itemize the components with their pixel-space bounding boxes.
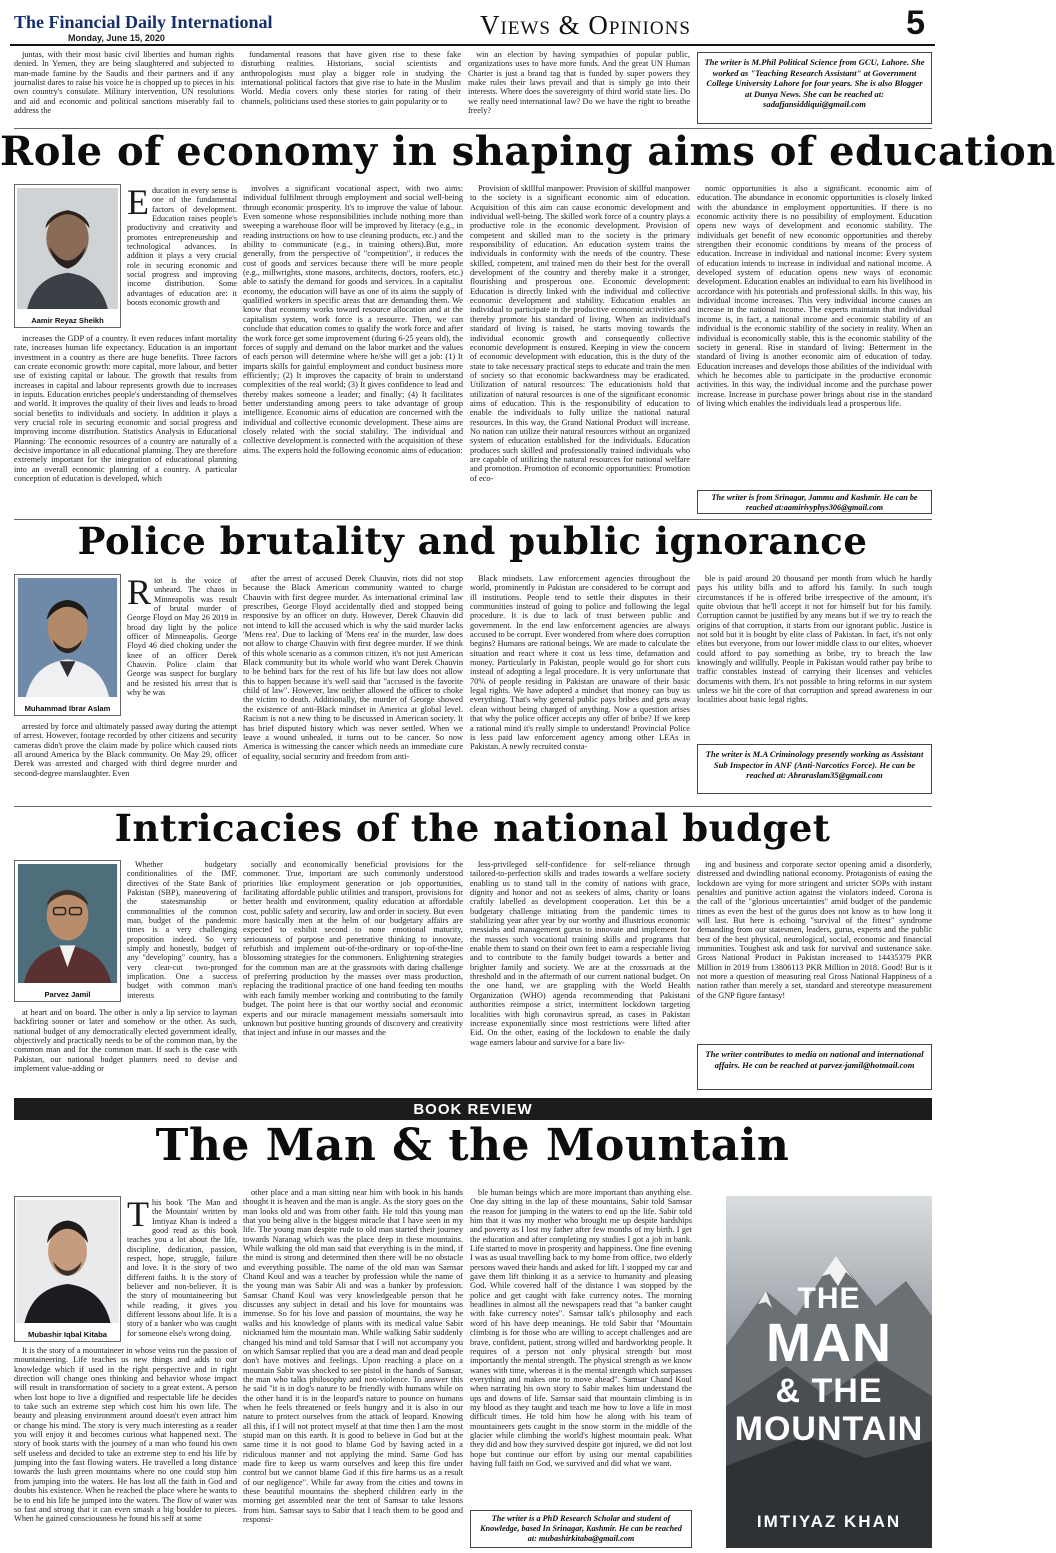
page-number: 5: [906, 4, 925, 42]
article-1-column-3: [470, 184, 690, 516]
article-2-column-4: [697, 574, 932, 740]
headline-article-1: Role of economy in shaping aims of education: [0, 128, 1056, 175]
body-text: It is the story of a mountaineer in whose veins run the passion of mountaineering. Life teaches us new things and adds to our knowledge which if used in the right perspective and in right direction will change ones thinking and behavior whose impact will result in transformation of society to a great extent. A person when lost hope to live a dignified and respectable life he decides to take such an extreme step which cost him his own life. The beauty and pleasing environment around doesn't even attract him or change his mind. The story is very much interesting as a reader you will enjoy it and becomes curious what happened next. The story of book starts with the journey of a man who found his own self useless and decided to take an extreme step to end his life by jumping into the fast flowing waters. He travelled a long distance towards the lush green mountains where no one could stop him from jumping into the waters. He has lost all the faith in God and doubts his existence. When he reached the place where he wants to be to end his life he jumped into the waters. The flow of water was so fast and strong that it can even smash a big boulder to pieces. When he gained consciousness he found his self at some: [14, 1346, 237, 1524]
body-text: juntas, with their most basic civil liberties and human rights denied. In Yemen, they are being slaughtered and subjected to man-made famine by the Saudis and their partners and if any journalist dares to raise his voice he is chopped up to pieces in his own country's consulate. Military intervention, UN resolutions and aid and economic and political sanctions miserably fail to address the: [14, 50, 234, 116]
article-2-column-1: [14, 722, 237, 802]
top-strip-column-2: [241, 50, 461, 118]
drop-cap: E: [127, 182, 149, 222]
lead-paragraph: [127, 572, 237, 722]
article-4-column-1: [14, 1346, 237, 1548]
drop-cap: T: [127, 1194, 149, 1234]
top-strip-column-3: [468, 50, 690, 118]
author-name: Parvez Jamil: [44, 990, 91, 999]
article-4-column-2: [243, 1188, 463, 1548]
article-3-column-1: [14, 1008, 237, 1092]
author-name: Muhammad Ibrar Aslam: [24, 704, 111, 713]
body-text: at heart and on board. The other is only a lip service to layman backfiring sooner or later and somehow or the other. As such, national budget of any democratically elected government ideally, objectively and practically needs to be of the common man, by the common man and for the common man. If such is the case with Pakistan, our national budget planners need to devise and implement value-adding or: [14, 1008, 237, 1074]
article-1-column-4: [697, 184, 932, 486]
article-3-column-2: [243, 860, 463, 1092]
cover-title-line-3: & THE: [775, 1372, 883, 1410]
body-text: win an election by having sympathies of popular public, organizations uses to have more funds. And the great UN Human Charter is just a brand tag that is funded by super powers they make rules their laws prevail and that is simply go into their interests. Where does the sovereignty of third world state lies. Do we really need international law? Do we have the right to breathe freely?: [468, 50, 690, 116]
body-text: Black mindsets. Law enforcement agencies throughout the world, prominently in Pakistan are considered to be corrupt and ill institutions. People tend to settle their disputes in their communities instead of going to police and following the legal procedure. It is due to lack of trust between public and government. In the end law enforcement agencies are always accused to be corrupt. Ever wondered from where does corruption begins? Humans are rational beings. We are made to calculate the situation and react where it cost us less time, defamation and money. Particularly in Pakistan, people would go for short cuts instead of adopting a legal procedure. It is very unfortunate that 70% of people residing in Pakistan are unaware of their basic legal rights. We have adopted a mindset that money can buy us everything. That's why general public pays bribes and gets away clean without being charged of anything. Now a question arises that why the police officer accepts any offer of bribe? If we keep a rational mind it's really simple to understand! Provincial Police is less paid law enforcement agency among other LEAs in Pakistan. A newly recruited consta-: [470, 574, 690, 752]
masthead-divider: [10, 44, 935, 46]
author-photo: [14, 1196, 121, 1342]
cover-title-line-1: THE: [797, 1282, 861, 1315]
lead-paragraph: [127, 182, 237, 332]
body-text: socially and economically beneficial provisions for the commoner. True, important are such commonly understood priorities like employment generation or job opportunities, facilitating affordable public utilities and transport, provisions for better health and environment, quality education at affordable cost, public safety and security, law and order in society. But even more basically men at the helm of our budgetary affairs are expected to exhibit second to none emotional maturity, seriousness of purpose and penetrative thinking to innovate, refurbish and implement out-of-the-ordinary or top-of-the-line blossoming strategies for the commoners. Enlightening strategies for the common man are at the grassroots with daring challenge of preferring production by the masses over mass production, replacing the traditional practice of one hand feeding ten mouths with each family member working and contributing to the family budget. The point here is that our worthy social and economic experts and our miracle management messiahs somersault into unknown but positive hunting grounds of discovery and creativity that inject and infuse in our masses and the: [243, 860, 463, 1038]
author-portrait: [18, 864, 117, 983]
body-text: involves a significant vocational aspect, with two aims: individual fulfilment through employment and social well-being through economic prosperity. It's to improve the value of labour. Even someone whose responsibilities include nothing more than sweeping a warehouse floor will be improved by literacy (e.g., in reading instructions on how to use cleaning products, etc.) and the ability to communicate (e.g., in training others).But, more generally, from the perspective of "competition", it reduces the cost of goods and services because there will be more people (e.g., millwrights, stone masons, architects, doctors, roofers, etc.) able to satisfy the demand for goods and services. In a capitalist economy, the education will have as one of its aims the supply of qualified workers in specific areas that are demanding them. We know that economy works toward resource allocation and at the capitalism system, work force is a resource. Then, we can conclude that education comes to qualify the work force and after the work force get some improvement (during 6-25 years old), the forces of supply and demand on the labor market and the values of each person will determine where he/she will get a job: (1) It imparts skills for gainful employment and conduct business more efficiently; (2) It improves the capacity of brain to understand complexities of the real world; (3) It gives confidence to lead and thereby makes someone a leader; and finally; (4) It facilitates better understanding among peers to take advantage of group intelligence. Economic aims of education are concerned with the individual and collective economic development. These aims are closely related with the social stability. The individual and collective development is connected with the acquisition of these aims. The experts hold the following economic aims of education:: [243, 184, 463, 455]
drop-cap: R: [127, 572, 152, 612]
author-bio-box: The writer is M.Phil Political Science from GCU, Lahore. She worked as "Teaching Research Assistant" at Government College University Lahore for four years. She is also Blogger at Dunya News. She can be reached at: sadafjansiddiqui@gmail.com: [697, 52, 932, 124]
author-portrait: [18, 578, 117, 697]
newspaper-name: The Financial Daily International: [14, 12, 273, 32]
banner-label: BOOK REVIEW: [413, 1101, 533, 1118]
body-text: increases the GDP of a country. It even reduces infant mortality rate, increases human life expectancy. Education is an important investment in a country as there are huge benefits. Three factors can create economic growth: more capital, more labour, and better use of existing capital or labour. The growth that results from increases in capital and labour represents growth due to increases in inputs. Education enriches people's understanding of themselves and world. It improves the quality of their lives and leads to broad social benefits to individuals and society. In addition it plays a very crucial role in securing economic and social progress and improving income distribution. Statistics Analysis in Educational Planning: The economic resources of a country are naturally of a decisive importance in all educational planning. They are therefore extremely important for the integration of educational planning into an overall economic planning of a country. A particular conception of education is developed, which: [14, 334, 237, 484]
article-1-column-1: [14, 334, 237, 516]
article-4-column-3: [470, 1188, 692, 1506]
top-strip-column-1: [14, 50, 234, 118]
body-text: fundamental reasons that have given rise to these fake disturbing realities. Historians, social scientists and anthropologists must play a bigger role in studying the international political factors that give rise to hate in the Muslim World. Media covers only these stories for rating of their channels, politicians used these stories to gain popularity or to: [241, 50, 461, 106]
cover-author: IMTIYAZ KHAN: [756, 1512, 902, 1531]
article-2-column-2: [243, 574, 463, 802]
book-cover: [726, 1196, 932, 1548]
author-bio-box: The writer is a PhD Research Scholar and student of Knowledge, based In Srinagar, Kashmir. He can be reached at: mubashirkitaba@gmail.com: [470, 1510, 692, 1548]
cover-title-line-2: MAN: [766, 1313, 892, 1373]
body-text: iot is the voice of unheard. The chaos in Minneapolis was result of brutal murder of George Floyd on May 26 2019 in broad day light by the police officer of Minneapolis. George Floyd 46 died choking under the knee of an officer Derek Chauvin. Police claim that George was suspect for burglary and he resisted his arrest that is why he was: [127, 576, 237, 698]
article-3-column-4: [697, 860, 932, 1040]
headline-article-4: The Man & the Mountain: [155, 1120, 790, 1171]
author-portrait: [18, 188, 117, 309]
author-name: Mubashir Iqbal Kitaba: [28, 1330, 107, 1339]
lead-paragraph: [127, 1194, 237, 1346]
article-3-column-3: [470, 860, 690, 1092]
body-text: ing and business and corporate sector opening amid a disorderly, distressed and dwindling national economy. Protagonists of easing the lockdown are vying for more stringent and stricter SOPs with instant penalties and punitive action against the violators indeed. Corona is the call of the "glorious uncertainties" amid budget of the pandemic times as even the best of the gurus does not know as to how long it will last. But here is echoing "survival of the fittest" syndrome demanding from our statesmen, leaders, gurus, experts and the public best of the best physical, neurological, social, economic and financial immunities. Toughest ask and task for survival and sustenance sake. Gross National Product in Pakistan increased to 14435379 PKR Million in 2019 from 13806113 PKR Million in 2018. Good! But is it not more a question of measuring real Gross National Happiness of a nation rather than merely a set, standard and stereotype measurement of the GNP figure fantasy!: [697, 860, 932, 1000]
author-portrait: [18, 1200, 117, 1323]
body-text: ble is paid around 20 thousand per month from which he hardly pays his utility bills and to afford his family. In such tough circumstances if he is offered bribe irrespective of the amount, it's quite obvious that he'll accept it not for himself but for his family. Corruption cannot be justified by any means but if we try to reach the origins of that corruption, it starts from our ignorant public. Justice is not sold but it is bought by elite class of Pakistan. In fact, it's not only elites but everyone, from our lower middle class to our elites, whoever could afford to pay something as bribe, try to breach the law knowingly and willfully. People in Pakistan would rather pay bribe to traffic constables instead of carrying their licenses and vehicles documents with them. It's not possible to bring reforms in our system unless we hit the core of that corruption and spread awareness in our localities about basic legal rights.: [697, 574, 932, 705]
book-review-banner: [14, 1098, 932, 1120]
body-text: his book 'The Man and the Mountain' written by Imtiyaz Khan is indeed a good read as this book teaches you a lot about the life, discipline, dedication, passion, respect, hope, struggle, failure and love. It is the story of two different faiths. It is the story of believer and non-believer. It is the story of mountaineering but while reading, it gives you different lessons about life. It is a story of a banker who was caught for someone else's wrong doing.: [127, 1198, 237, 1338]
headline-article-2: Police brutality and public ignorance: [77, 519, 868, 563]
lead-paragraph: [127, 860, 237, 1008]
author-bio-box: The writer is M.A Criminology presently working as Assistant Sub Inspector in ANF (Anti-Narcotics Force). He can be reached at: Abraraslam35@gmail.com: [697, 744, 932, 794]
body-text: Whether budgetary conditionalities of the IMF, directives of the State Bank of Pakistan (SBP), maneuvering of the statesmanship or commonalities of the common man, budget of the pandemic times is a very challenging proposition indeed. So very simply and honestly, budget of any "developing" country, has a very clear-cut two-pronged implication. One a success budget with common man's interests: [127, 860, 237, 1000]
body-text: less-privileged self-confidence for self-reliance through tailored-to-perfection skills and trades towards a welfare society enabling us to stand tall in the comity of nations with grace, dignity and honor and not as seekers of alms, charity or loans craftily labelled as development cooperation. Let this be a budgetary challenge initiating from the pandemic times to stabilizing year after year by our worthy and illustrious economic messiahs and management gurus to innovate and implement for the masses such vocational training skills and programs that enable them to stand on their own feet to earn a respectable living and to contribute to the family budget towards a better and brighter family and society. We are at the crossroads at the threshold and in the aftermath of our current national budget. On the one hand, we are grappling with the World Health Organization (WHO) agenda recommending that Pakistani authorities reimpose a strict, intermittent lockdown targeting localities with high coronavirus spread, as cases in Pakistan increase exponentially since most restrictions were lifted after Eid. On the other, easing of the lockdown to enable the daily wage earners labour and survive for a bare liv-: [470, 860, 690, 1047]
headline-article-3: Intricacies of the national budget: [114, 806, 831, 850]
author-photo: [14, 574, 121, 716]
author-photo: [14, 184, 121, 328]
article-1-column-2: [243, 184, 463, 516]
body-text: ble human beings which are more important than anything else. One day sitting in the lap of these mountains, Sabir told Samsar the reason for jumping in the waters to end up the life. Sabir told him that it was my mother who brought me up despite hardships and poverty as I lost my father after few months of my birth. I get the education and after completing my studies I got a job in bank. Life started to move in prosperity and happiness. One fine evening I was as usual travelling back to my home from office, two elderly persons waved their hands and asked for lift. I stopped my car and gave them lift thinking it as a service to humanity and pleasing God. While covered half of the distance I was stopped by the police and get caught with fake currency notes. The morning headlines in almost all the newspapers read that "a banker caught with fake currency notes". Samsar talk's philosophy and each word of his have deep meanings. He told Sabir that "Mountain climbing is for those who are willing to accept challenges and are brave, confident, patient, strong willed and hardworking people. It requires of a person not only physical strength but most importantly the mental strength. The physical strength as we know wanes with time, whereas it is the mental strength which surpasses everything and makes one to move ahead". Samsar Chand Koul when narrating his own story to Sabir makes him understand the ups and downs of life. Samsar said that mountain climbing is in my blood as they taught and teach me how to love a life in most difficult times. He told him how he along with his team of mountaineers gets caught in the snow storm in the middle of the glacier while climbing the world's highest mountain peak. What they did and how they survived despite got injured, we did not lost hope but continue our effort by using our mental capabilities having full faith on God, we survived and did what we want.: [470, 1188, 692, 1468]
author-bio-box: The writer is from Srinagar, Jammu and Kashmir. He can be reached at:aamirivyphys306@gmail.com: [697, 490, 932, 514]
body-text: arrested by force and ultimately passed away during the attempt of arrest. However, footage recorded by other citizens and security cameras didn't prove the claim made by police which caused riots all around America by the Black community. On May 29, officer Derek was arrested and charged with third degree murder and second-degree manslaughter. Even: [14, 722, 237, 778]
author-name: Aamir Reyaz Sheikh: [31, 316, 104, 325]
author-bio-box: The writer contributes to media on national and international affairs. He can be reached at parvez-jamil@hotmail.com: [697, 1044, 932, 1090]
article-2-column-3: [470, 574, 690, 802]
body-text: other place and a man sitting near him with book in his hands thought it is heaven and the man is angle. As the story goes on the man looks old and was from other faith. He told this young man that you being alive is the biggest miracle that I have seen in my life. The young man despite rude to old man started their journey towards Naranag which was the place deep in these mountains. While walking the old man said that everything is in the mind, if the mind is strong and determined then there will be no obstacle and everything possible. The name of the old man was Samsar Chand Koul and was a teacher by profession while the name of the young man was Sabir Ali and was a banker by profession. Samsar Chand Koul was very knowledgeable person that he discusses any subject in detail and his love for mountains was immense. So for his love and passion of mountains, the way he walks and his knowledge of plants with its medical value Sabir nicknamed him the mountain man. While walking Sabir suddenly changed his mind and told Samsar that I will not accompany you on which Samsar replied that you are a dead man and dead people don't have motives and feelings. Upon reaching a place on a mountain Sabir was shocked to see pistol in the hands of Samsar, the man who talks philosophy and non-violence. To answer this he said "it is in dog's nature to be friendly with humans while on the other hand it is in the leopard's nature to pounce on humans when he feels threatened or feels hungry and it is also in our nature to protect ourselves from the attack of leopard. Knowing all this, if I will not protect myself at that time then I am the most stupid man on this earth. It is good to believe in God but at the same time it is not good to blame God by having acted in a ridiculous manner and not applying the mind. Same God has made fire to keep us warm ourselves and keep this fire under control but we cannot blame God if this fire harms us as a result of our negligence". While far away from the cities and towns in these beautiful mountains the shepherd children early in the morning get assembled near the tent of Samsar to take lessons from him. Samsar says to Sabir that I teach them to be good and responsi-: [243, 1188, 463, 1525]
body-text: after the arrest of accused Derek Chauvin, riots did not stop because the Black American community wanted to charge Chauvin with first degree murder. As international criminal law prescribes, George Floyd accidentally died and stopped being responsive by an officer on duty. However, Derek Chauvin did not intend to kill the accused which is why the said murder lacks 'Mens rea'. Due to lacking of 'Mens rea' in the murder, law does not allow to charge Chauvin with first degree murder. If we think of this whole scenario as a common citizen, it's not just American Black community but its whole world who want Derek Chauvin to be behind bars for the rest of his life but law does not allow this to happen because it's well said that "accused is the favorite child of law". However, law neither allowed the officer to choke the victim to death. Additionally, the murder of George showed the existence of anti-Black mindset in America at global level. Racism is not a new thing to be discussed in American society. It has brief disputed history which was never settled. When we leave a wound unhealed, it turns out to be cancer. So now America is witnessing the cancer which needs an immediate cure of equality, social security and freedom from anti-: [243, 574, 463, 761]
cover-title-line-4: MOUNTAIN: [734, 1410, 924, 1448]
masthead: [10, 6, 935, 44]
body-text: nomic opportunities is also a significant. economic aim of education. The abundance in economic opportunities is closely linked with the abundance in employment opportunities. If there is no economic activity there is no possibility of employment. Education opens new ways of development and economic stability. The individuals get benefit of new economic opportunities and thereby strengthen their economic conditions by means of the process of education. Increase in individual and national income: Every system of education intends to increase in individual and national income. A developed system of education opens new ways of economic development. Education enables an individual to earn his livelihood in accordance with his potentials and professional skills. In this way, his individual income increases. This very individual income causes an increase in the national income. The experts maintain that individual income is, in fact, a national income and economic stability of an individual is the economic stability of the society in reality. When an individual is economically stable, this is the economic stability of the society in general. Rise in standard of living: Betterment in the standard of living is another economic aim of education of today. Education increases and develops those abilities of the individual with which he becomes able to participate in the productive economic activities. In this way, the individual income and the purchase power increase. Increase in purchase power brings about rise in the standard of living which enables the individuals lead a prosperous life.: [697, 184, 932, 408]
section-title: Views & Opinions: [480, 10, 691, 40]
body-text: ducation in every sense is one of the fundamental factors of development. Education raises people's productivity and creativity and promotes entrepreneurship and technological advances. In addition it plays a very crucial role in securing economic and social progress and improving income distribution. Some advantages of education are: it boosts economic growth and: [127, 186, 237, 308]
body-text: Provision of skillful manpower: Provision of skillful manpower to the society is a significant economic aim of education. Acquisition of this aim can cause economic development and individual well-being. The skilled work force of a country plays a productive role in the economic development. Provision of competent and skilled man to the society is the primary responsibility of education. An education system trains the individuals in conformity with the needs of the country. These skilled, competent, and trained men do their best for the overall development of the country and thereby make it a stronger, flourishing and prosperous one. Economic development: Education is directly linked with the individual and collective economic development and stability. Education enables an individual to participate in the productive economic activities and thereby promote his standard of living. When an individual's standard of living is raised, he starts moving towards the individual economic growth and consequently collective economic development is ensured. Keeping in view the concern of economic development with education, this is the duty of the state to take necessary practical steps to educate and train the men of society so that economic backwardness may be eradicated. Utilization of natural resources: The educationists hold that utilization of natural resources is one of the significant economic aims of education. This is the responsibility of education to enable the individuals to fully utilize the national natural resources. In this way, the Grand National Product will increase. No nation can utilize their natural resources without an organized system of education established for the individuals. Education produces such skilled and professionally trained individuals who are capable of utilizing the natural resources for national welfare and promotion. Promotion of economic opportunities: Promotion of eco-: [470, 184, 690, 483]
author-photo: [14, 860, 121, 1002]
issue-date: Monday, June 15, 2020: [68, 33, 165, 43]
